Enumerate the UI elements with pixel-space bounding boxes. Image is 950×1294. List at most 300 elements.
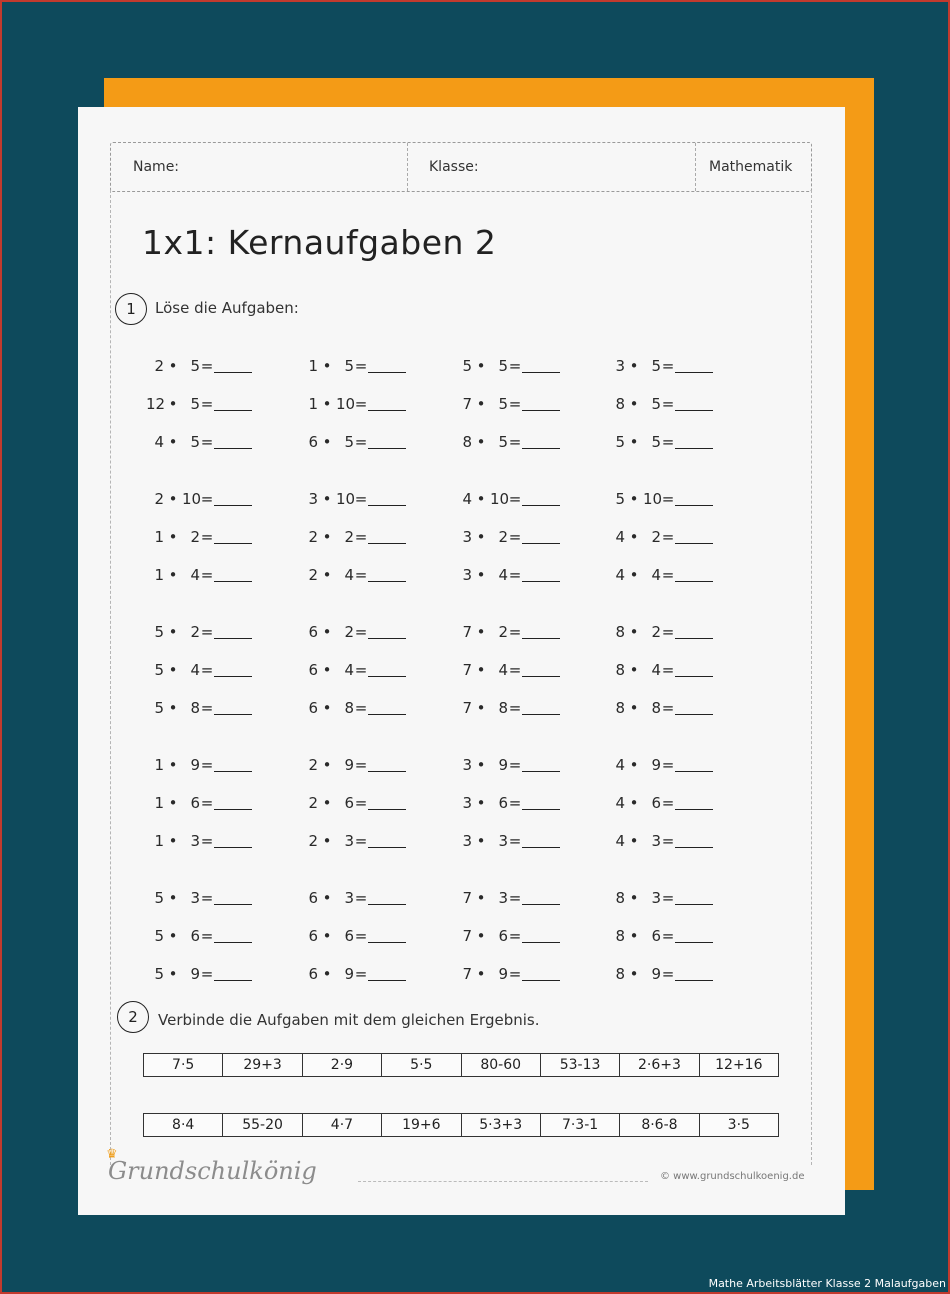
factor-b: 6 (344, 794, 354, 812)
equals-sign: = (508, 623, 522, 641)
factor-b: 10 (490, 490, 510, 508)
factor-b: 5 (651, 433, 661, 451)
answer-blank[interactable] (675, 757, 713, 772)
problem (607, 832, 713, 850)
answer-blank[interactable] (522, 700, 560, 715)
factor-a: 4 (615, 756, 625, 774)
multiply-sign: • (476, 357, 486, 375)
equals-sign: = (508, 889, 522, 907)
factor-a: 5 (615, 433, 625, 451)
multiply-sign: • (168, 357, 178, 375)
factor-b: 9 (498, 965, 508, 983)
problem (607, 433, 713, 451)
multiply-sign: • (322, 756, 332, 774)
factor-a: 5 (615, 490, 625, 508)
multiply-sign: • (629, 699, 639, 717)
problem (454, 699, 560, 717)
factor-b: 6 (651, 794, 661, 812)
match-cell[interactable]: 5·5 (382, 1054, 461, 1076)
equals-sign: = (508, 756, 522, 774)
factor-b: 2 (190, 528, 200, 546)
multiply-sign: • (322, 395, 332, 413)
factor-a: 1 (308, 395, 318, 413)
match-cell[interactable]: 8·6-8 (620, 1114, 699, 1136)
multiply-sign: • (629, 566, 639, 584)
match-cell[interactable]: 19+6 (382, 1114, 461, 1136)
answer-blank[interactable] (368, 624, 406, 639)
factor-b: 4 (651, 661, 661, 679)
factor-b: 5 (651, 395, 661, 413)
answer-blank[interactable] (368, 757, 406, 772)
answer-blank[interactable] (675, 434, 713, 449)
answer-blank[interactable] (368, 700, 406, 715)
multiply-sign: • (629, 794, 639, 812)
answer-blank[interactable] (368, 434, 406, 449)
factor-b: 4 (344, 661, 354, 679)
problem (607, 699, 713, 717)
answer-blank[interactable] (675, 358, 713, 373)
answer-blank[interactable] (522, 928, 560, 943)
answer-blank[interactable] (522, 529, 560, 544)
multiply-sign: • (168, 433, 178, 451)
answer-blank[interactable] (522, 491, 560, 506)
factor-a: 1 (154, 832, 164, 850)
problem (454, 433, 560, 451)
task-instruction-2: Verbinde die Aufgaben mit dem gleichen Ergebnis. (158, 1011, 540, 1029)
answer-blank[interactable] (214, 757, 252, 772)
answer-blank[interactable] (675, 700, 713, 715)
multiply-sign: • (322, 965, 332, 983)
factor-b: 9 (651, 965, 661, 983)
answer-blank[interactable] (368, 662, 406, 677)
factor-b: 6 (498, 794, 508, 812)
match-cell[interactable]: 29+3 (223, 1054, 302, 1076)
name-label: Name: (133, 159, 180, 175)
multiply-sign: • (168, 699, 178, 717)
multiply-sign: • (629, 889, 639, 907)
problem (454, 794, 560, 812)
match-cell[interactable]: 7·3-1 (541, 1114, 620, 1136)
match-cell[interactable]: 12+16 (715, 1057, 763, 1073)
factor-a: 8 (615, 927, 625, 945)
problem (300, 832, 406, 850)
answer-blank[interactable] (214, 396, 252, 411)
factor-a: 7 (462, 699, 472, 717)
multiply-sign: • (168, 528, 178, 546)
subject-label: Mathematik (709, 159, 793, 175)
equals-sign: = (661, 794, 675, 812)
problem (607, 528, 713, 546)
answer-blank[interactable] (675, 529, 713, 544)
equals-sign: = (200, 965, 214, 983)
multiply-sign: • (322, 927, 332, 945)
answer-blank[interactable] (368, 567, 406, 582)
factor-a: 6 (308, 889, 318, 907)
multiply-sign: • (322, 832, 332, 850)
problem (454, 490, 560, 508)
factor-a: 7 (462, 623, 472, 641)
multiply-sign: • (476, 927, 486, 945)
equals-sign: = (354, 623, 368, 641)
equals-sign: = (661, 528, 675, 546)
equals-sign: = (200, 566, 214, 584)
factor-a: 1 (154, 528, 164, 546)
answer-blank[interactable] (368, 358, 406, 373)
multiply-sign: • (168, 927, 178, 945)
multiply-sign: • (322, 528, 332, 546)
factor-a: 1 (154, 756, 164, 774)
problem (300, 927, 406, 945)
factor-b: 2 (344, 528, 354, 546)
equals-sign: = (200, 756, 214, 774)
answer-blank[interactable] (522, 757, 560, 772)
factor-a: 6 (308, 927, 318, 945)
equals-sign: = (354, 927, 368, 945)
subject-field (695, 143, 811, 191)
equals-sign: = (200, 433, 214, 451)
factor-b: 10 (336, 490, 356, 508)
factor-a: 3 (462, 794, 472, 812)
answer-blank[interactable] (522, 890, 560, 905)
equals-sign: = (354, 490, 368, 508)
multiply-sign: • (476, 699, 486, 717)
factor-a: 7 (462, 965, 472, 983)
multiply-sign: • (322, 699, 332, 717)
answer-blank[interactable] (522, 833, 560, 848)
equals-sign: = (508, 395, 522, 413)
answer-blank[interactable] (522, 624, 560, 639)
multiply-sign: • (476, 794, 486, 812)
factor-a: 3 (308, 490, 318, 508)
task-instruction-1: Löse die Aufgaben: (155, 299, 299, 317)
multiply-sign: • (168, 661, 178, 679)
answer-blank[interactable] (368, 890, 406, 905)
factor-a: 4 (154, 433, 164, 451)
problem (300, 490, 406, 508)
match-cell[interactable]: 55-20 (223, 1114, 302, 1136)
factor-b: 3 (651, 889, 661, 907)
equals-sign: = (661, 889, 675, 907)
multiply-sign: • (629, 661, 639, 679)
multiply-sign: • (322, 623, 332, 641)
factor-b: 6 (344, 927, 354, 945)
problem (607, 490, 713, 508)
match-cell[interactable]: 2·9 (303, 1054, 382, 1076)
problem (300, 433, 406, 451)
factor-a: 8 (615, 699, 625, 717)
multiply-sign: • (629, 433, 639, 451)
factor-a: 8 (615, 889, 625, 907)
multiply-sign: • (322, 889, 332, 907)
problem (607, 965, 713, 983)
factor-b: 2 (651, 528, 661, 546)
factor-a: 5 (154, 623, 164, 641)
equals-sign: = (354, 699, 368, 717)
multiply-sign: • (322, 433, 332, 451)
equals-sign: = (508, 357, 522, 375)
answer-blank[interactable] (522, 358, 560, 373)
factor-a: 5 (462, 357, 472, 375)
equals-sign: = (661, 927, 675, 945)
match-cell[interactable]: 2·6+3 (620, 1054, 699, 1076)
equals-sign: = (661, 433, 675, 451)
match-cell[interactable]: 8·4 (144, 1114, 223, 1136)
equals-sign: = (354, 794, 368, 812)
problem (146, 756, 252, 774)
answer-blank[interactable] (675, 890, 713, 905)
answer-blank[interactable] (368, 833, 406, 848)
factor-b: 2 (498, 528, 508, 546)
multiply-sign: • (322, 490, 332, 508)
factor-b: 9 (498, 756, 508, 774)
factor-b: 6 (651, 927, 661, 945)
equals-sign: = (508, 490, 522, 508)
equals-sign: = (508, 661, 522, 679)
answer-blank[interactable] (214, 662, 252, 677)
multiply-sign: • (168, 832, 178, 850)
problem (300, 699, 406, 717)
multiply-sign: • (629, 357, 639, 375)
answer-blank[interactable] (214, 491, 252, 506)
problem (146, 395, 252, 413)
factor-b: 5 (498, 395, 508, 413)
equals-sign: = (200, 623, 214, 641)
equals-sign: = (661, 566, 675, 584)
factor-a: 6 (308, 965, 318, 983)
multiply-sign: • (476, 395, 486, 413)
factor-a: 12 (146, 395, 166, 413)
answer-blank[interactable] (368, 529, 406, 544)
factor-b: 3 (498, 832, 508, 850)
factor-a: 2 (308, 756, 318, 774)
answer-blank[interactable] (214, 434, 252, 449)
equals-sign: = (661, 832, 675, 850)
problem (607, 395, 713, 413)
factor-b: 3 (344, 889, 354, 907)
factor-b: 5 (190, 357, 200, 375)
answer-blank[interactable] (522, 966, 560, 981)
multiply-sign: • (476, 433, 486, 451)
equals-sign: = (354, 433, 368, 451)
factor-b: 5 (498, 433, 508, 451)
problem (146, 661, 252, 679)
factor-b: 9 (651, 756, 661, 774)
factor-a: 2 (308, 528, 318, 546)
problem (300, 395, 406, 413)
problem (300, 661, 406, 679)
equals-sign: = (354, 965, 368, 983)
task-number-2: 2 (117, 1001, 149, 1033)
equals-sign: = (661, 623, 675, 641)
answer-blank[interactable] (675, 396, 713, 411)
factor-b: 2 (498, 623, 508, 641)
problem (146, 699, 252, 717)
equals-sign: = (200, 832, 214, 850)
factor-b: 4 (190, 661, 200, 679)
answer-blank[interactable] (522, 434, 560, 449)
factor-b: 9 (190, 756, 200, 774)
equals-sign: = (661, 756, 675, 774)
answer-blank[interactable] (675, 662, 713, 677)
multiply-sign: • (476, 661, 486, 679)
multiply-sign: • (168, 965, 178, 983)
answer-blank[interactable] (522, 396, 560, 411)
equals-sign: = (354, 395, 368, 413)
factor-a: 6 (308, 433, 318, 451)
answer-blank[interactable] (214, 358, 252, 373)
factor-a: 3 (462, 756, 472, 774)
multiply-sign: • (168, 794, 178, 812)
factor-b: 2 (190, 623, 200, 641)
factor-b: 8 (190, 699, 200, 717)
problem (454, 965, 560, 983)
factor-b: 10 (336, 395, 356, 413)
answer-blank[interactable] (368, 966, 406, 981)
equals-sign: = (508, 433, 522, 451)
factor-a: 6 (308, 699, 318, 717)
factor-a: 3 (615, 357, 625, 375)
problem (454, 889, 560, 907)
factor-a: 1 (154, 566, 164, 584)
answer-blank[interactable] (368, 928, 406, 943)
factor-b: 4 (498, 566, 508, 584)
image-caption: Mathe Arbeitsblätter Klasse 2 Malaufgaben (708, 1277, 946, 1290)
factor-b: 4 (651, 566, 661, 584)
factor-b: 10 (643, 490, 663, 508)
problem (146, 889, 252, 907)
answer-blank[interactable] (214, 567, 252, 582)
factor-b: 10 (182, 490, 202, 508)
factor-a: 3 (462, 566, 472, 584)
multiply-sign: • (629, 756, 639, 774)
factor-a: 8 (615, 623, 625, 641)
answer-blank[interactable] (368, 795, 406, 810)
factor-b: 4 (190, 566, 200, 584)
multiply-sign: • (168, 395, 178, 413)
answer-blank[interactable] (522, 795, 560, 810)
answer-blank[interactable] (214, 833, 252, 848)
crown-icon: ♛ (106, 1147, 118, 1162)
factor-b: 3 (190, 889, 200, 907)
factor-b: 5 (344, 433, 354, 451)
equals-sign: = (200, 357, 214, 375)
multiply-sign: • (629, 965, 639, 983)
logo: Grundschulkönig (108, 1157, 317, 1185)
match-cell[interactable]: 5·3+3 (462, 1114, 541, 1136)
problem (454, 357, 560, 375)
factor-b: 9 (344, 756, 354, 774)
multiply-sign: • (322, 566, 332, 584)
equals-sign: = (200, 395, 214, 413)
factor-b: 9 (190, 965, 200, 983)
match-cell[interactable]: 80-60 (462, 1054, 541, 1076)
answer-blank[interactable] (214, 624, 252, 639)
factor-a: 1 (154, 794, 164, 812)
answer-blank[interactable] (675, 624, 713, 639)
problem (146, 927, 252, 945)
problem (454, 832, 560, 850)
factor-b: 5 (190, 395, 200, 413)
answer-blank[interactable] (675, 833, 713, 848)
match-cell[interactable]: 7·5 (144, 1054, 223, 1076)
answer-blank[interactable] (675, 795, 713, 810)
multiply-sign: • (629, 832, 639, 850)
multiply-sign: • (629, 623, 639, 641)
equals-sign: = (661, 490, 675, 508)
problem (607, 566, 713, 584)
factor-a: 4 (615, 528, 625, 546)
multiply-sign: • (476, 566, 486, 584)
problem (146, 357, 252, 375)
problem (607, 661, 713, 679)
class-field (407, 143, 695, 191)
answer-blank[interactable] (214, 890, 252, 905)
multiply-sign: • (168, 566, 178, 584)
problem (146, 528, 252, 546)
factor-a: 4 (615, 832, 625, 850)
factor-a: 2 (154, 490, 164, 508)
factor-a: 8 (462, 433, 472, 451)
equals-sign: = (661, 965, 675, 983)
problem (454, 927, 560, 945)
answer-blank[interactable] (214, 966, 252, 981)
answer-blank[interactable] (675, 567, 713, 582)
match-cell[interactable]: 3·5 (727, 1117, 750, 1133)
factor-b: 5 (651, 357, 661, 375)
worksheet (78, 107, 845, 1215)
multiply-sign: • (476, 490, 486, 508)
footer-divider (358, 1181, 648, 1182)
factor-a: 7 (462, 927, 472, 945)
equals-sign: = (661, 395, 675, 413)
equals-sign: = (354, 566, 368, 584)
answer-blank[interactable] (368, 396, 406, 411)
equals-sign: = (661, 357, 675, 375)
answer-blank[interactable] (675, 491, 713, 506)
answer-blank[interactable] (368, 491, 406, 506)
factor-b: 4 (344, 566, 354, 584)
equals-sign: = (200, 794, 214, 812)
factor-b: 8 (651, 699, 661, 717)
answer-blank[interactable] (522, 662, 560, 677)
answer-blank[interactable] (214, 529, 252, 544)
factor-b: 2 (651, 623, 661, 641)
equals-sign: = (200, 889, 214, 907)
footer-url: © www.grundschulkoenig.de (660, 1171, 805, 1182)
multiply-sign: • (322, 661, 332, 679)
answer-blank[interactable] (522, 567, 560, 582)
answer-blank[interactable] (214, 700, 252, 715)
answer-blank[interactable] (675, 966, 713, 981)
factor-a: 5 (154, 965, 164, 983)
answer-blank[interactable] (675, 928, 713, 943)
factor-a: 7 (462, 395, 472, 413)
answer-blank[interactable] (214, 795, 252, 810)
multiply-sign: • (322, 794, 332, 812)
match-cell[interactable]: 53-13 (541, 1054, 620, 1076)
answer-blank[interactable] (214, 928, 252, 943)
factor-b: 6 (498, 927, 508, 945)
problem (300, 794, 406, 812)
match-cell[interactable]: 4·7 (303, 1114, 382, 1136)
problem (300, 623, 406, 641)
equals-sign: = (508, 699, 522, 717)
problem (454, 661, 560, 679)
equals-sign: = (508, 927, 522, 945)
multiply-sign: • (168, 623, 178, 641)
equals-sign: = (200, 490, 214, 508)
multiply-sign: • (476, 965, 486, 983)
